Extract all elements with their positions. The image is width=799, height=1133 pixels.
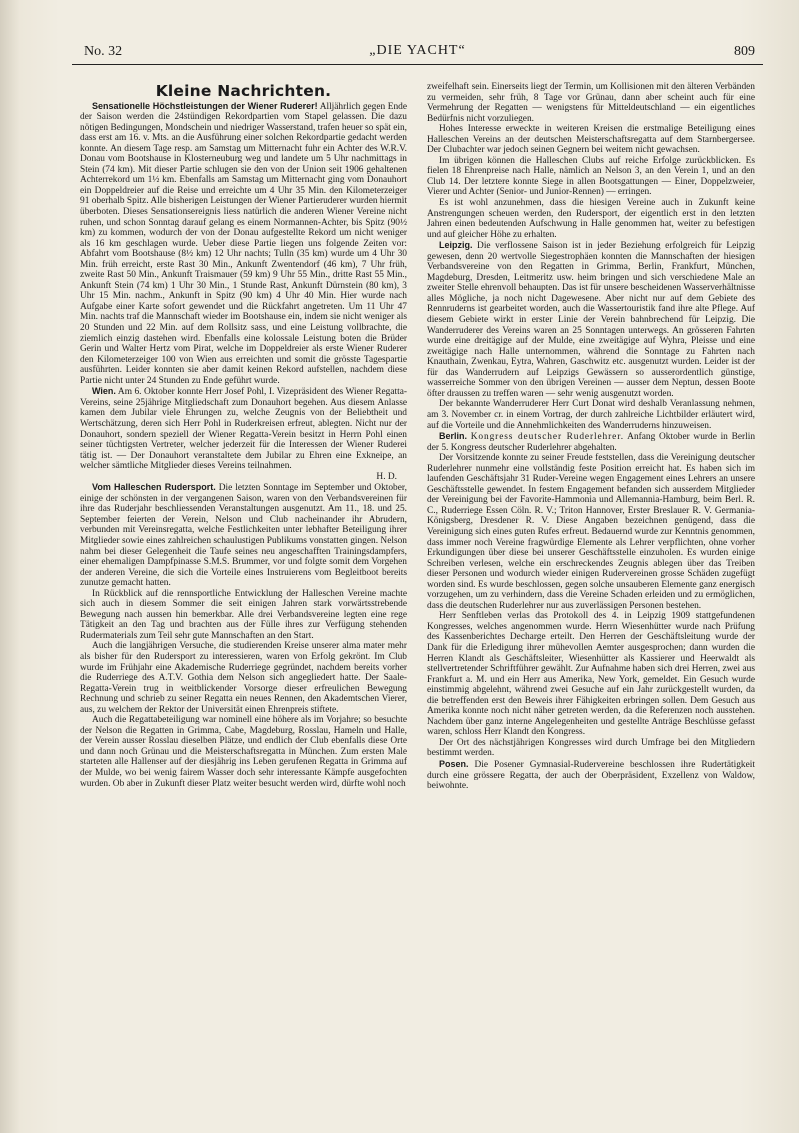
page-header [72, 42, 763, 65]
article-paragraph: Der Vorsitzende konnte zu seiner Freude feststellen, dass die Vereinigung deutscher Ruderlehrer nunmehr eine vollständig feste Position erreicht hat. Es haben sich im laufenden Geschäftsjahr 31 Ruder-Vereine wegen Engagement eines Lehrers an unsere Geschäftsstelle gewendet. In festem Engagement befanden sich ausserdem Mitglieder der Vereinigung bei der Favorite-Hammonia und Allemannia-Hamburg, beim Berl. R. C., Ruderriege Essen Cöln. R. V.; Triton Hannover, Erster Breslauer R. V. Germania-Königsberg, Dresdener R. V. Diese Angaben bezeichnen genügend, dass die Vereinigung sich eines guten Rufes erfreut. Bedauernd wurde zur Kenntnis genommen, dass immer noch Vereine fragwürdige Elemente als Lehrer verpflichten, ohne vorher Erkundigungen über diese bei unserer Geschäftsstelle einzuholen. Es wurden einige Schreiben verlesen, welche ein erschreckendes Zeugnis ablegen über das Treiben dieser Personen und wodurch wieder einigen Rudervereinen grosse Schäden zugefügt worden sind. Es wurde beschlossen, gegen solche unsauberen Elemente ganz energisch vorzugehen, um zu verhindern, dass die Vereine Schaden erleiden und zu ermöglichen, dass die deutschen Ruderlehrer nur aus zuverlässigen Personen bestehen. [427, 453, 755, 611]
article-paragraph: Herr Senftleben verlas das Protokoll des 4. in Leipzig 1909 stattgefundenen Kongresses, welches angenommen wurde. Herrn Wiesenhütter wurde nach Prüfung des Kassenberichtes Decharge erteilt. Den Herren der Geschäftsleitung wurde der Dank für die Erledigung ihrer mühevollen Aemter ausgesprochen; dann wurden die Herren Klandt als Geschäftsleiter, Wiesenhütter als Kassierer und Heerwaldt als stellvertretender Schriftführer gewählt. Zur Aufnahme haben sich drei Herren, zwei aus Frankfurt a. M. und ein Herr aus Amerika, New York, gemeldet. Ein Gesuch wurde einstimmig abgelehnt, während zwei Gesuche auf ein Jahr zurückgestellt wurden, da die betreffenden erst den Beweis ihrer Fähigkeiten erbringen sollen. Dem Gesuch aus Amerika konnte noch nicht näher getreten werden, da die Referenzen noch ausstehen. Nachdem über ganz interne Angelegenheiten und gestellte Anträge Beschlüsse gefasst waren, schloss Herr Klandt den Kongress. [427, 611, 755, 738]
article-paragraph: Im übrigen können die Halleschen Clubs auf reiche Erfolge zurückblicken. Es fielen 18 Ehrenpreise nach Halle, nämlich an Nelson 3, an den Verein 1, und an den Club 14. Der letztere konnte Siege in allen Bootsgattungen — Einer, Doppelzweier, Vierer und Achter (Senior- und Junior-Rennen) — erringen. [427, 155, 755, 198]
article-paragraph: Auch die Regattabeteiligung war nominell eine höhere als im Vorjahre; so besuchte der Nelson die Regatten in Grimma, Cabe, Magdeburg, Rosslau, Hameln und Halle, der Verein ausser Rosslau dieselben Plätze, und endlich der Club ebenfalls diese Orte und dann noch Grünau und die Meisterschaftsregatta in München. Zum ersten Male starteten alle Hallenser auf der diesjährig ins Leben gerufenen Regatta in Grimma auf der Mulde, wo bei wenig fairem Wasser doch sehr interessante Kämpfe ausgefochten wurden. Ob aber in Zukunft dieser Platz weiter besucht werden wird, dürfte wohl noch [80, 715, 407, 789]
article-heading: Posen. [439, 759, 469, 769]
article-heading: Sensationelle Höchstleistungen der Wiener Ruderer! [92, 100, 318, 111]
article-paragraph: Der bekannte Wanderruderer Herr Curt Donat wird deshalb Veranlassung nehmen, am 3. November cr. in einem Vortrag, der durch zahlreiche Lichtbilder erläutert wird, auf die Vorteile und die Annehmlichkeiten des Wanderruderns hinzuweisen. [427, 399, 755, 431]
article-paragraph: zweifelhaft sein. Einerseits liegt der Termin, um Kollisionen mit den älteren Verbänden zu vermeiden, sehr früh, 8 Tage vor Grünau, dann aber scheint auch für eine Vermehrung der Regatten — wenigstens für Mitteldeutschland — ein eigentliches Bedürfnis nicht vorzuliegen. [427, 82, 755, 124]
article-paragraph: Es ist wohl anzunehmen, dass die hiesigen Vereine auch in Zukunft keine Anstrengungen scheuen werden, den Rudersport, der eigentlich erst in den letzten Jahren einen bedeutenden Aufschwung in Halle genommen hat, weiter zu befestigen und auf gleicher Höhe zu erhalten. [427, 198, 755, 240]
article-heading: Berlin. [439, 431, 468, 442]
section-title: Kleine Nachrichten. [155, 82, 332, 100]
article-signature: H. D. [376, 471, 397, 482]
issue-number: No. 32 [84, 44, 123, 59]
article-text: Am 6. Oktober konnte Herr Josef Pohl, I. Vizepräsident des Wiener Regatta-Vereins, seine 25jährige Mitgliedschaft zum Donauhort begehen. Aus diesem Anlasse kamen dem Jubilar viele Ehrungen zu, welche Zeugnis von der Beliebtheit und Wertschätzung, deren sich Herr Pohl in Ruderkreisen erfreut, ablegten. Nicht nur der Donauhort, sondern speziell der Wiener Regatta-Verein besitzt in Herrn Pohl einen seiner tüchtigsten Vertreter, welcher jederzeit für die Interessen der Wiener Ruderei tätig ist. — Der Donauhort veranstaltete dem Jubilar zu Ehren eine Exkneipe, an welcher sämtliche Mitglieder dieses Vereins teilnahmen. [80, 387, 407, 472]
article-paragraph: Hohes Interesse erweckte in weiteren Kreisen die erstmalige Beteiligung eines Halleschen Vereins an der deutschen Meisterschaftsregatta auf dem Starnbergersee. Der Clubachter war jedoch seinen Gegnern bei weitem nicht gewachsen. [427, 124, 755, 156]
article-paragraph: Auch die langjährigen Versuche, die studierenden Kreise unserer alma mater mehr als bisher für den Rudersport zu interessieren, waren von Erfolg gekrönt. Im Club wurde im Frühjahr eine Akademische Ruderriege gegründet, nachdem bereits vorher die Ruderriege des A.T.V. Gothia dem Nelson sich angegliedert hatte. Der Saale-Regatta-Verein trug in weitblickender Vorsorge dieser erfreulichen Bewegung Rechnung und schrieb zu seiner Regatta ein neues Rennen, den Akademtschen Vierer, aus, zu welchem der Rektor der Universität einen Ehrenpreis stiftete. [80, 641, 407, 715]
article-text: Die letzten Sonntage im September und Oktober, einige der schönsten in der vergangenen Saison, waren von den Verbandsvereinen für ihre das Ruderjahr beschliessenden Veranstaltungen ausgenutzt. Am 11., 18. und 25. September feierten der Verein, Nelson und Club nacheinander ihr Abrudern, verbunden mit Vereinsregatta, welche Festlichkeiten unter lebhafter Beteiligung ihrer Mitglieder sowie eines zahlreichen schaulustigen Publikums vonstatten gingen. Nelson nahm bei dieser Gelegenheit die Taufe seines neu angeschafften Trainingsdampfers, einer ehemaligen Dampfpinasse S.M.S. Brummer, vor und folgte somit dem Vorgehen der anderen Vereine, die sich die Vorteile eines Instruierens vom Begleitboot bereits zunutze gemacht hatten. [80, 483, 407, 589]
article-heading: Leipzig. [439, 240, 473, 251]
left-column [80, 82, 407, 789]
article-text: Die verflossene Saison ist in jeder Beziehung erfolgreich für Leipzig gewesen, denn 20 wertvolle Siegestrophäen konnten die Mannschaften der hiesigen Verbandsvereine von den Regatten in Grimma, Berlin, Frankfurt, München, Magdeburg, Dresden, Leitmeritz usw. heim bringen und sich verschiedene Male an zweiter Stelle ehrenvoll behaupten. Das ist für unsere bescheidenen Wasserverhältnisse alles Mögliche, ja noch nicht Dagewesene. Aber nicht nur auf dem Gebiete des Rennruderns ist gearbeitet worden, auch die Wassertouristik fand ihre alte Pflege. Auf diesem Gebiete wirkt in erster Linie der Verein bahnbrechend für Leipzig. Die Wanderruderer des Vereins waren an 25 Sonntagen unterwegs. An grösseren Fahrten wurde eine dreitägige auf der Mulde, eine zweitägige auf Wyhra, Pleisse und eine zweitägige nach Halle unternommen, während die Sonntage zu Fahrten nach Knauthain, Zwenkau, Eytra, Wahren, Gaschwitz etc. ausgenutzt wurden. Leider ist der für das Wanderrudern auf Leipzigs Gewässern so ausserordentlich günstige, wasserreiche Sommer von den übrigen Vereinen — ausser dem Neptun, dessen Boote öfter draussen zu treffen waren — sehr wenig ausgenutzt worden. [427, 241, 755, 399]
article-heading: Vom Halleschen Rudersport. [92, 482, 216, 493]
article-text: Anfang Oktober wurde in Berlin der 5. Kongress deutscher Ruderlehrer abgehalten. [427, 432, 756, 453]
article-wien-pohl [80, 386, 407, 471]
article-posen [427, 759, 755, 792]
article-berlin [427, 431, 755, 453]
right-column [427, 82, 755, 792]
article-subheading: Kongress deutscher Ruderlehrer. [470, 432, 624, 443]
article-leipzig [427, 240, 755, 399]
article-halle [80, 482, 407, 588]
article-text: Alljährlich gegen Ende der Saison werden die 24stündigen Rekordpartien vom Stapel gelassen. Die dazu nötigen Bedingungen, Mondschein und niedriger Wasserstand, trafen heuer so spät ein, dass erst am 16. v. Mts. an die Ausführung einer solchen Rekordpartie gedacht werden konnte. An diesem Tage resp. am Samstag um Mitternacht fuhr ein Achter des W.R.V. Donau vom Bootshause in Klosterneuburg weg und landete um 5 Uhr nachmittags in Stein (74 km). Mit dieser Partie schlugen sie den von der Union seit 1906 gehaltenen Achterrekord um 1½ km. Ebenfalls am Samstag um Mitternacht ging vom Donauhort ein Doppeldreier auf die Reise und erreichte um 4 Uhr 35 Min. den Kilometerzeiger 91 oberhalb Spitz. Alle bisherigen Leistungen der Wiener Partieruderer wurden hiermit überboten. Dieses Sensationsereignis liess natürlich die anderen Wiener Vereine nicht ruhen, und schon Sonntag darauf gelang es einem Normannen-Achter, bis Spitz (90½ km) zu kommen, wodurch der von der Donau aufgestellte Rekord um nicht weniger als 16 km geschlagen wurde. Ueber diese Partie liegen uns folgende Zeiten vor: Abfahrt vom Bootshause (8½ km) 12 Uhr nachts; Tulln (35 km) wurde um 4 Uhr 30 Min. früh erreicht, erste Rast 30 Min., Ankunft Zwentendorf (46 km), 7 Uhr früh, zweite Rast 50 Min., Ankunft Traismauer (59 km) 9 Uhr 55 Min., dritte Rast 55 Min., Ankunft Stein (74 km) 1 Uhr 30 Min., 1 Stunde Rast, Ankunft Dürnstein (80 km), 3 Uhr 15 Min. nachm., Ankunft in Spitz (90 km) 4 Uhr 40 Min. Hier wurde nach Aufgabe einer Karte sofort gewendet und die Rückfahrt angetreten. Um 11 Uhr 47 Min. nachts traf die Mannschaft wieder im Bootshause ein, indem sie nicht weniger als 20 Stunden und 22 Min. auf dem Rollsitz sass, und eine Leistung vollbrachte, die ziemlich einzig dastehen wird. Ebenfalls eine kolossale Leistung boten die Brüder Gerin und Walter Hertz vom Pirat, welche im Doppeldreier als erste Wiener Ruderer den Kilometerzeiger 100 von Wien aus erreichten und somit die grösste Tagespartie ausführten. Leider konnten sie aber damit keinen Rekord aufstellen, nachdem diese Partie nicht unter 24 Stunden zu Ende geführt wurde. [80, 101, 407, 386]
article-paragraph: Der Ort des nächstjährigen Kongresses wird durch Umfrage bei den Mitgliedern bestimmt werden. [427, 737, 755, 759]
article-paragraph: In Rückblick auf die rennsportliche Entwicklung der Halleschen Vereine machte sich auch in diesem Sommer die seit einigen Jahren stark vorwärtsstrebende Bewegung nach aussen hin bemerkbar. Alle drei Verbandsvereine legten eine rege Tätigkeit an den Tag und brachten aus der Fülle ihres zur Verfügung stehenden Rudermaterials zum Teil sehr gute Mannschaften an den Start. [80, 588, 407, 641]
article-wiener-rekord [80, 101, 407, 387]
journal-name: „DIE YACHT“ [369, 43, 466, 58]
page-number: 809 [734, 44, 755, 59]
article-heading: Wien. [92, 386, 116, 397]
article-text: Die Posener Gymnasial-Rudervereine beschlossen ihre Rudertätigkeit durch eine grössere Regatta, der auch der Oberpräsident, Exzellenz von Waldow, beiwohnte. [427, 760, 755, 792]
